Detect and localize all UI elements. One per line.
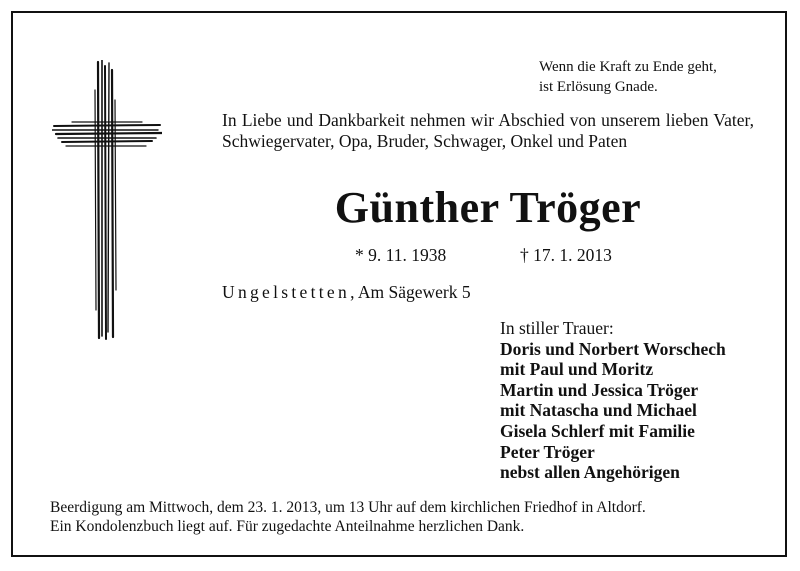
funeral-line-2: Ein Kondolenzbuch liegt auf. Für zugedachte Anteilnahme herzlichen Dank.	[50, 518, 525, 535]
motto	[539, 57, 754, 97]
mourner-line: Gisela Schlerf mit Familie	[500, 420, 695, 441]
mourner-line: nebst allen Angehörigen	[500, 462, 680, 483]
funeral-notice	[50, 498, 760, 536]
mourner-line: mit Natascha und Michael	[500, 400, 697, 421]
funeral-line-1: Beerdigung am Mittwoch, dem 23. 1. 2013, um 13 Uhr auf dem kirchlichen Friedhof in Altdorf.	[50, 499, 646, 516]
motto-line-2: ist Erlösung Gnade.	[539, 79, 658, 95]
address-street: , Am Sägewerk 5	[350, 282, 471, 302]
mourner-line: Doris und Norbert Worschech	[500, 338, 726, 359]
death-date: † 17. 1. 2013	[520, 245, 612, 265]
intro-text: In Liebe und Dankbarkeit nehmen wir Abschied von unserem lieben Vater, Schwiegervater, Opa, Bruder, Schwager, Onkel und Paten	[222, 110, 754, 151]
address-town: Ungelstetten	[222, 282, 351, 302]
cross-icon	[52, 60, 162, 340]
mourners-block	[500, 318, 726, 483]
address	[222, 282, 471, 303]
mourner-line: Peter Tröger	[500, 441, 595, 462]
mourners-label: In stiller Trauer:	[500, 318, 614, 338]
birth-date: * 9. 11. 1938	[355, 245, 447, 265]
mourner-line: mit Paul und Moritz	[500, 359, 654, 380]
motto-line-1: Wenn die Kraft zu Ende geht,	[539, 59, 717, 75]
mourner-line: Martin und Jessica Tröger	[500, 379, 699, 400]
deceased-name: Günther Tröger	[334, 183, 642, 232]
